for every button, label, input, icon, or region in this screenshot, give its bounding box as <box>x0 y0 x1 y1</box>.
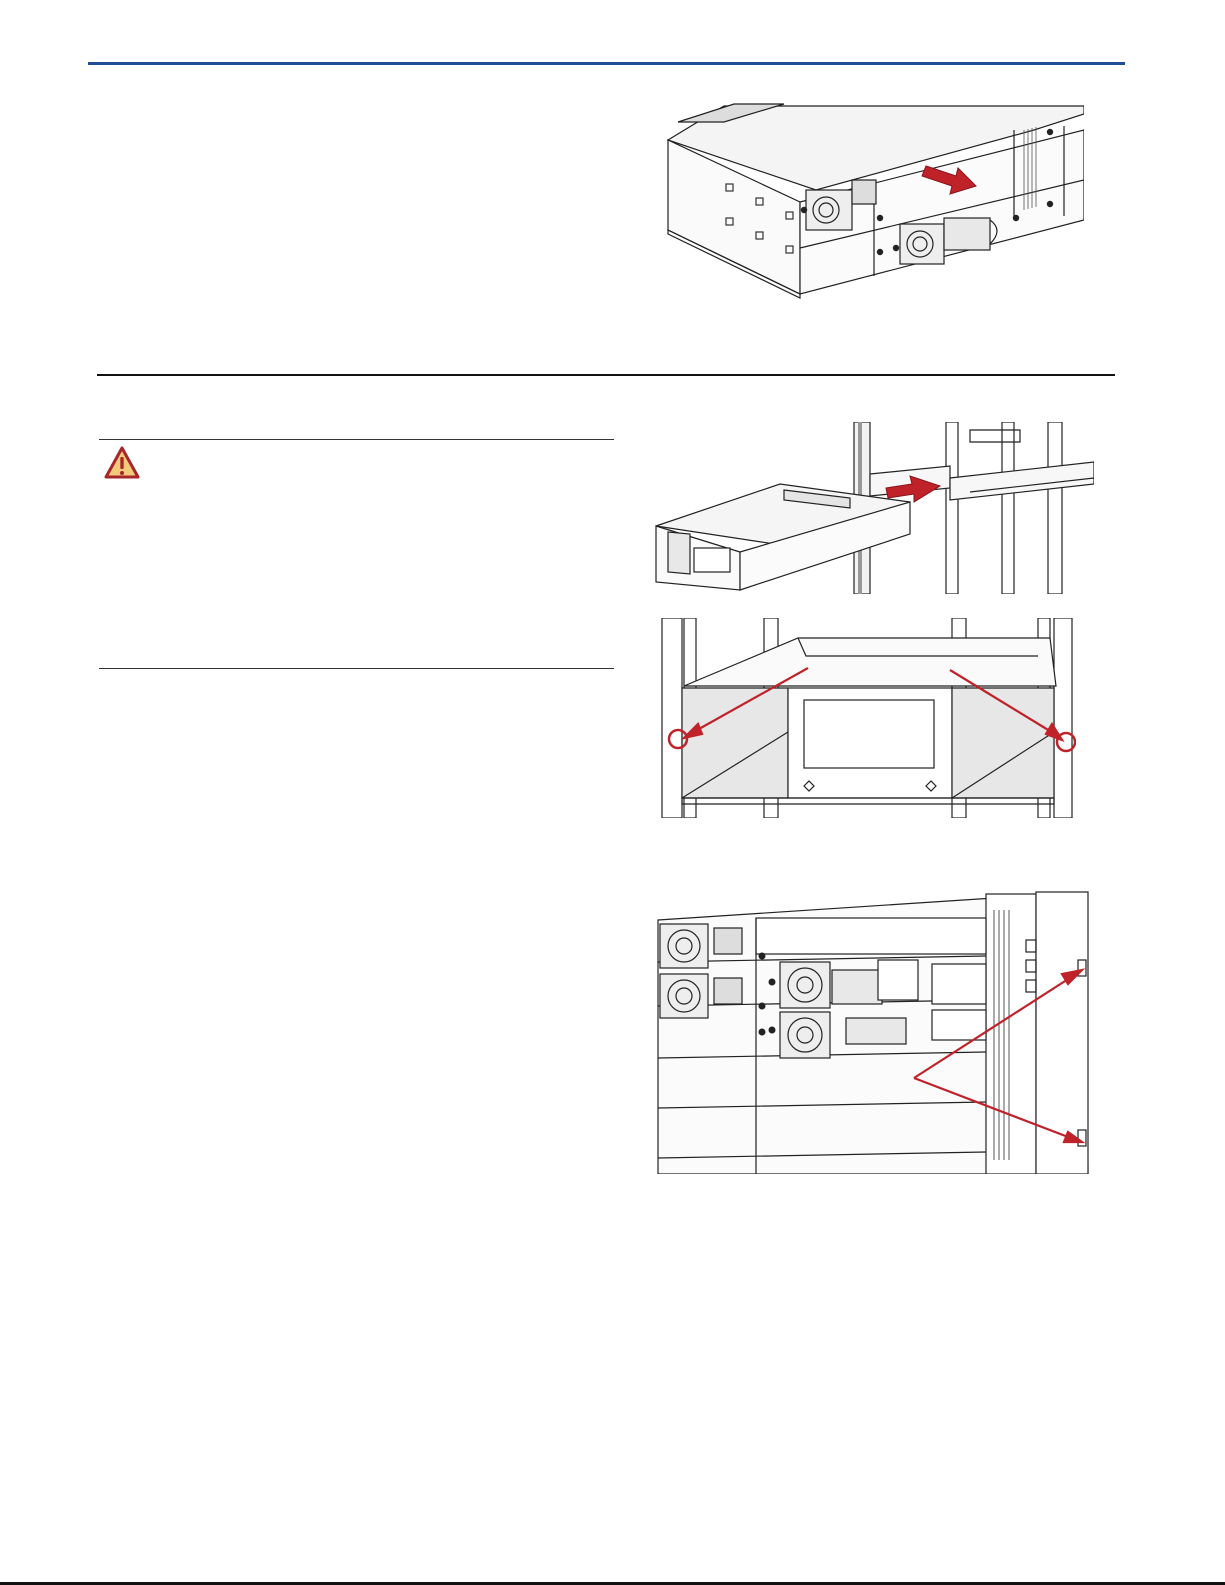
header-rule <box>88 62 1125 65</box>
warning-box-top-rule <box>99 439 614 440</box>
figure-front-mounting-screws <box>658 618 1076 818</box>
figure-rack-slide-install <box>650 422 1094 594</box>
warning-box-bottom-rule <box>99 668 614 669</box>
figure-rear-module-removal <box>664 100 1084 300</box>
figure-rear-locating-pins <box>656 880 1096 1174</box>
warning-triangle-icon <box>104 446 140 480</box>
section-divider <box>97 374 1115 376</box>
